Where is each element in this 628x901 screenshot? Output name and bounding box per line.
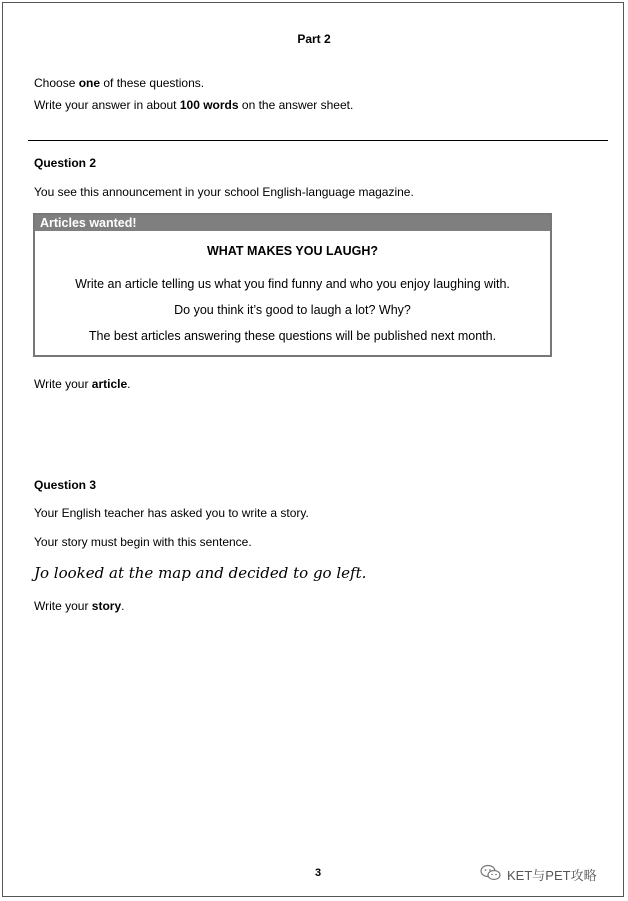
announcement-line-1: Write an article telling us what you find funny and who you enjoy laughing with.: [75, 277, 510, 291]
wechat-icon: [480, 864, 502, 885]
section-divider: [28, 140, 608, 141]
watermark: [480, 864, 597, 885]
watermark-text: KET与PET攻略: [507, 868, 597, 883]
announcement-title: WHAT MAKES YOU LAUGH?: [206, 244, 379, 258]
question2-intro: You see this announcement in your school English-language magazine.: [34, 185, 414, 199]
announcement-box: [33, 213, 552, 357]
story-opening-sentence: Jo looked at the map and decided to go left.: [34, 564, 367, 582]
question2-title: Question 2: [34, 156, 97, 170]
part-title: Part 2: [297, 32, 331, 46]
page-number: 3: [314, 867, 322, 879]
question2-write-instruction: Write your article.: [34, 377, 131, 391]
question3-line-1: Your English teacher has asked you to write a story.: [34, 506, 309, 520]
instruction-words: Write your answer in about 100 words on the answer sheet.: [34, 98, 354, 112]
announcement-line-2: Do you think it’s good to laugh a lot? Why?: [174, 303, 411, 317]
page-frame: [2, 2, 624, 897]
announcement-line-3: The best articles answering these questions will be published next month.: [88, 329, 497, 343]
instruction-choose: Choose one of these questions.: [34, 76, 205, 90]
question3-line-2: Your story must begin with this sentence.: [34, 535, 252, 549]
announcement-header: Articles wanted!: [35, 215, 550, 231]
question3-title: Question 3: [34, 478, 97, 492]
question3-write-instruction: Write your story.: [34, 599, 125, 613]
